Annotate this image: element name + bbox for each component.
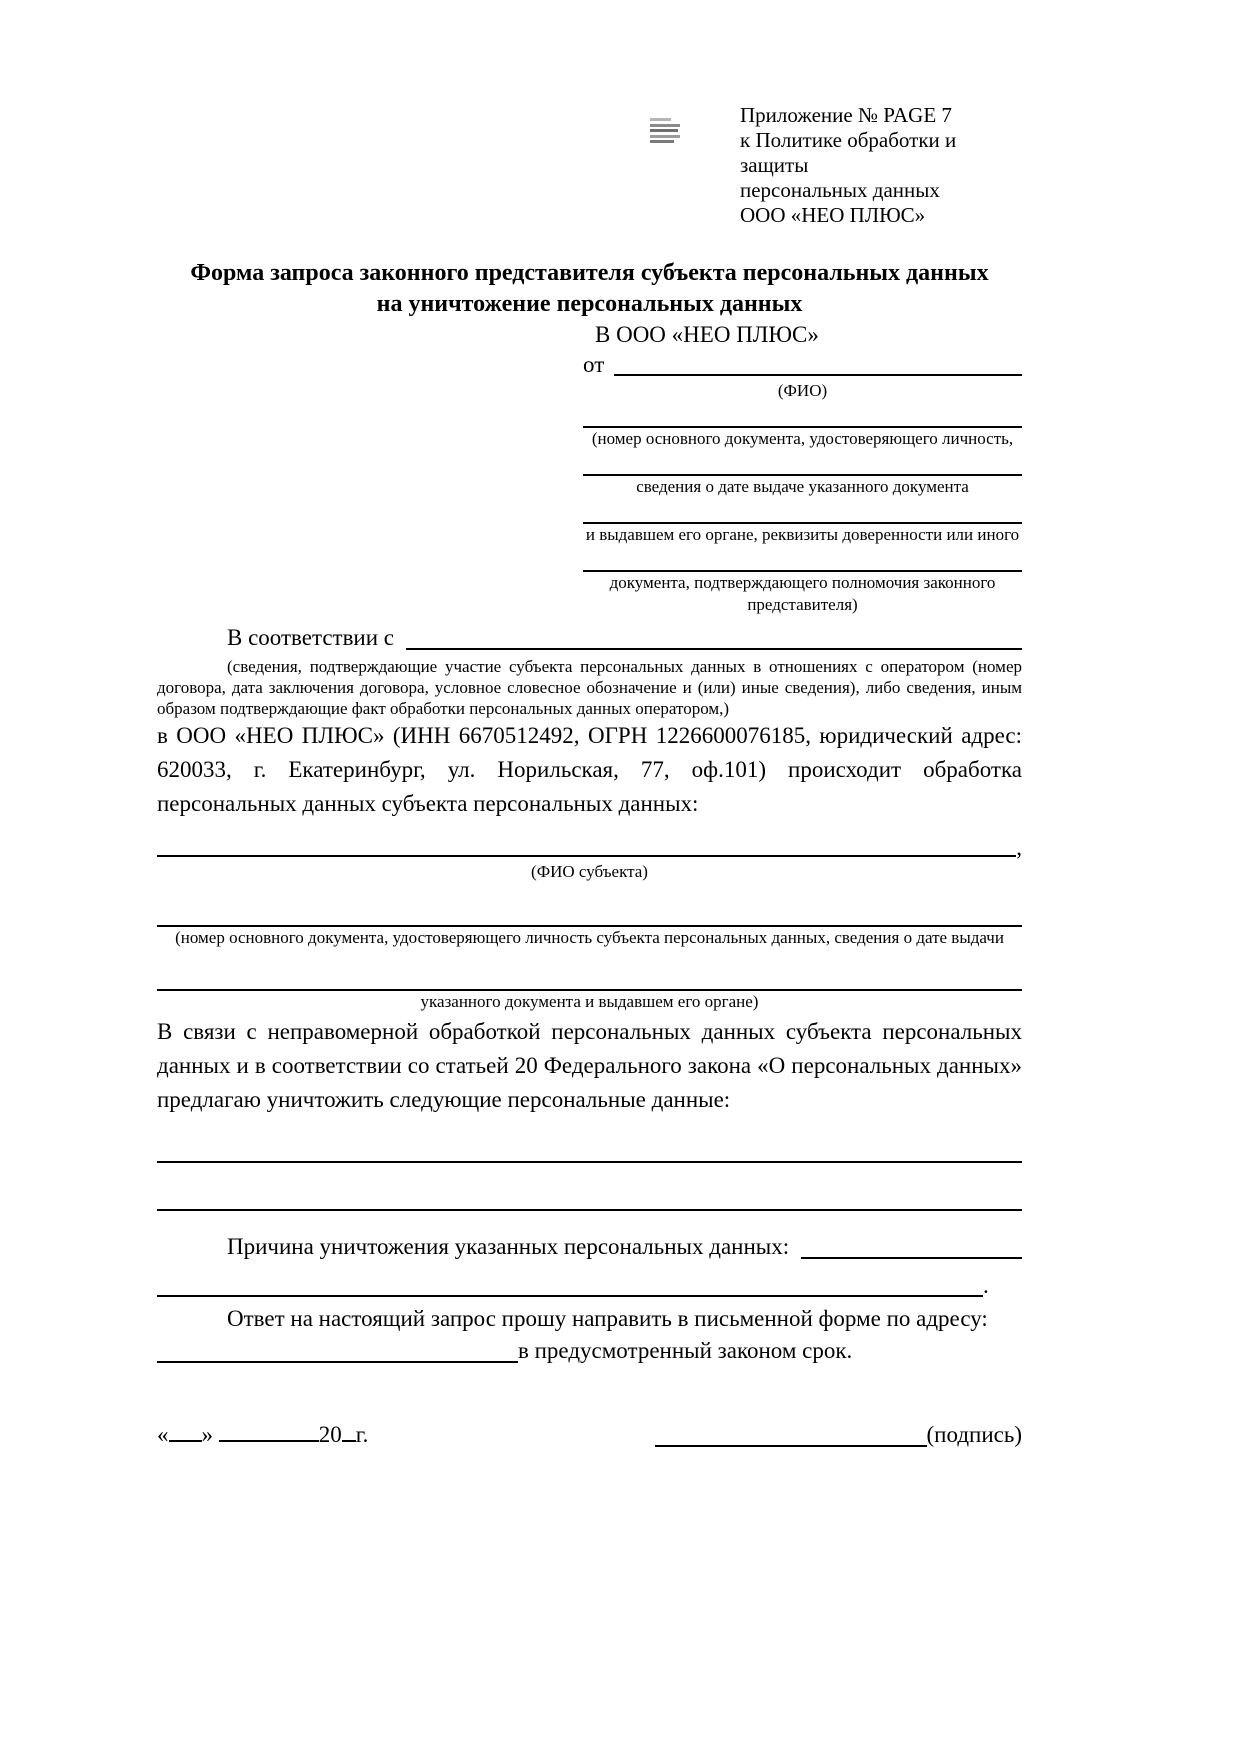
from-label: от	[583, 352, 605, 377]
response-request-line: Ответ на настоящий запрос прошу направить в письменной форме по адресу:	[227, 1306, 988, 1331]
trailing-comma: ,	[1016, 835, 1022, 860]
representative-doc-field	[583, 450, 1022, 498]
fill-line	[583, 546, 1022, 572]
fill-line-caption: и выдавшем его органе, реквизиты доверенности или иного	[585, 525, 1020, 544]
subject-doc-fill-line	[157, 901, 1022, 927]
open-quote: «	[157, 1422, 169, 1447]
year-suffix: г.	[355, 1422, 369, 1447]
subject-doc-caption-2: указанного документа и выдавшем его органе)	[420, 992, 759, 1011]
document-title	[157, 258, 1022, 320]
fill-line-caption: (номер основного документа, удостоверяющего личность,	[591, 429, 1014, 448]
response-deadline-text: в предусмотренный законом срок.	[518, 1338, 853, 1363]
signature-fill-line	[655, 1427, 927, 1447]
document-title-line-2: на уничтожение персональных данных	[376, 291, 803, 317]
appendix-line: к Политике обработки и защиты	[740, 128, 957, 177]
appendix-line: ООО «НЕО ПЛЮС»	[740, 203, 926, 227]
embedded-object-icon	[650, 118, 680, 143]
day-fill-line	[169, 1424, 202, 1442]
year-prefix: 20	[318, 1422, 342, 1447]
operator-paragraph: в ООО «НЕО ПЛЮС» (ИНН 6670512492, ОГРН 1226600076185, юридический адрес: 620033, г. Екатеринбург, ул. Норильская, 77, оф.101) происходит обработка персональных данных субъекта персональных данных:	[157, 723, 1022, 816]
appendix-line: Приложение № PAGE 7	[740, 103, 952, 127]
in-accordance-row	[157, 622, 1022, 654]
destroy-request-paragraph: В связи с неправомерной обработкой персональных данных субъекта персональных данных и в соответствии со статьей 20 Федерального закона «О персональных данных» предлагаю уничтожить следующие персональные данные:	[157, 1019, 1022, 1112]
representative-doc-field	[583, 402, 1022, 450]
destroy-reason-label: Причина уничтожения указанных персональных данных:	[227, 1234, 790, 1259]
from-row	[583, 350, 1022, 380]
from-fill-line	[614, 356, 1022, 376]
document-title-line-1: Форма запроса законного представителя субъекта персональных данных	[190, 260, 989, 286]
representative-doc-field	[583, 498, 1022, 546]
fill-line	[583, 402, 1022, 428]
appendix-header	[740, 103, 1022, 228]
subject-fio-row	[157, 835, 1022, 861]
date-field	[157, 1419, 368, 1451]
month-fill-line	[219, 1424, 319, 1442]
representative-doc-field	[583, 546, 1022, 616]
year-fill-line	[342, 1424, 356, 1442]
fill-line	[583, 498, 1022, 524]
addressee-organization: В ООО «НЕО ПЛЮС»	[595, 322, 819, 347]
data-to-destroy-fill-line	[157, 1161, 1022, 1163]
accordance-footnote: (сведения, подтверждающие участие субъекта персональных данных в отношениях с оператором (номер договора, дата заключения договора, условное словесное обозначение и (или) иные сведения), либо сведения, иным образом подтверждающие факт обработки персональных данных оператором,)	[157, 657, 1022, 718]
appendix-line: персональных данных	[740, 178, 940, 202]
fill-line-caption: документа, подтверждающего полномочия законного представителя)	[609, 573, 996, 614]
addressee-block	[583, 320, 1022, 616]
destroy-reason-fill-line	[157, 1277, 983, 1297]
fill-line-caption: сведения о дате выдаче указанного документа	[636, 477, 969, 496]
close-quote: »	[201, 1422, 213, 1447]
fill-line	[583, 450, 1022, 476]
data-to-destroy-fill-line	[157, 1209, 1022, 1211]
response-address-row	[157, 1335, 1022, 1367]
subject-doc-fill-line	[157, 965, 1022, 991]
subject-fio-caption: (ФИО субъекта)	[531, 862, 648, 881]
fio-caption: (ФИО)	[777, 381, 828, 400]
in-accordance-label: В соответствии с	[227, 625, 395, 650]
trailing-period: .	[983, 1273, 989, 1298]
signature-field	[655, 1419, 1022, 1451]
in-accordance-fill-line	[406, 630, 1022, 650]
date-signature-row	[157, 1419, 1022, 1451]
subject-fio-fill-line	[157, 837, 1016, 857]
subject-doc-caption-1: (номер основного документа, удостоверяющего личность субъекта персональных данных, сведения о дате выдачи	[175, 928, 1004, 947]
destroy-reason-fill-line	[801, 1239, 1022, 1259]
signature-caption: (подпись)	[926, 1422, 1022, 1447]
response-address-fill-line	[157, 1343, 518, 1363]
destroy-reason-row	[157, 1231, 1022, 1263]
destroy-reason-continuation-row	[157, 1271, 1022, 1301]
